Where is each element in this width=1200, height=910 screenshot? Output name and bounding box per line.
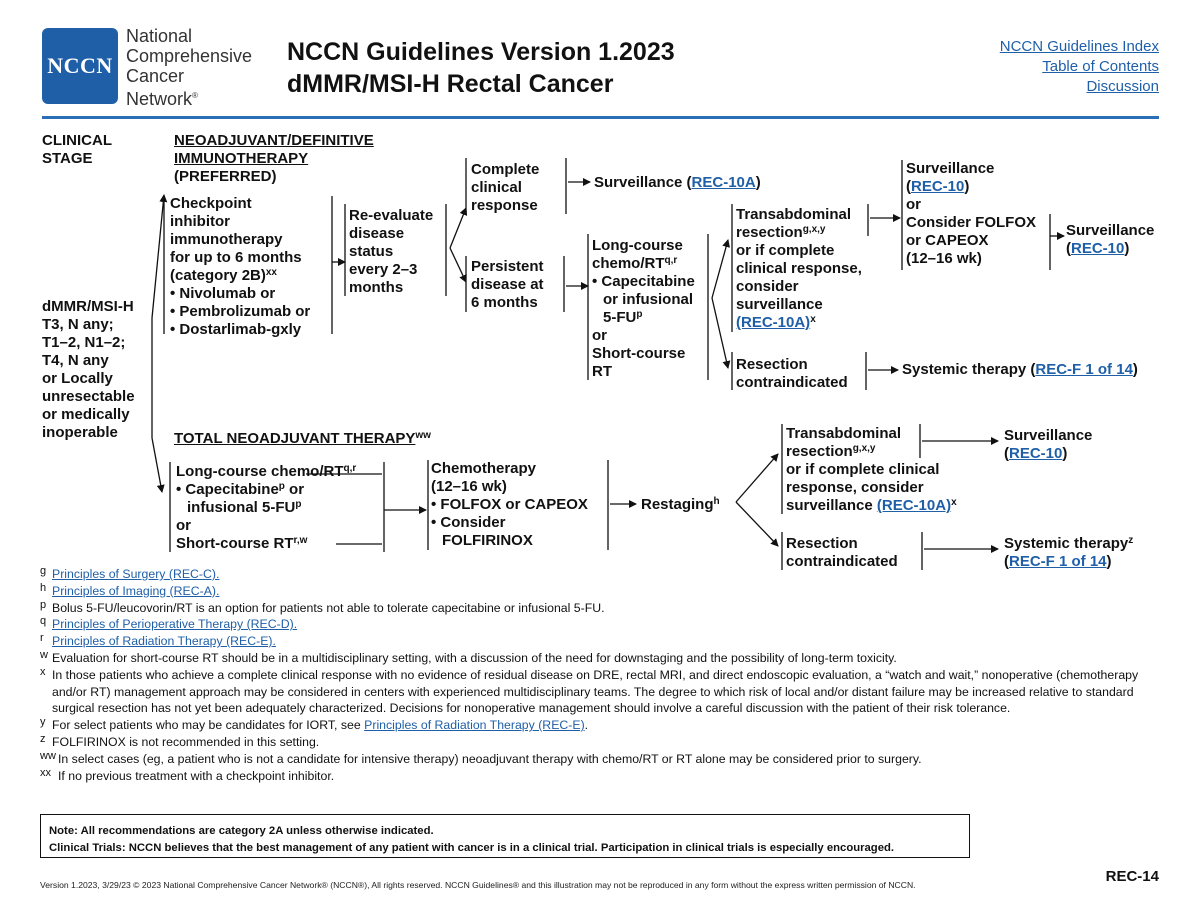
arrow-to-resection-2: [736, 502, 778, 546]
footnote-r: r Principles of Radiation Therapy (REC-E).: [40, 632, 276, 649]
clinical-stage-header: CLINICAL STAGE: [42, 132, 112, 167]
complete-response-box: Complete clinical response: [471, 161, 540, 214]
neoadjuvant-header: NEOADJUVANT/DEFINITIVE IMMUNOTHERAPY (PREFERRED): [174, 132, 374, 185]
recommendations-note: Note: All recommendations are category 2A unless otherwise indicated. Clinical Trials: NCCN believes that the best management of any patient with cancer is in a clinical trial. Participation in clinical trials is especially encouraged.: [40, 814, 970, 858]
guidelines-index-link[interactable]: NCCN Guidelines Index: [999, 38, 1159, 55]
surveillance-3: Surveillance (REC-10): [1004, 427, 1093, 462]
footnote-z: z FOLFIRINOX is not recommended in this setting.: [40, 732, 320, 749]
rec-10-link[interactable]: REC-10: [1071, 240, 1125, 257]
tnt-header: TOTAL NEOADJUVANT $THERAPY^{ww}$: [174, 430, 431, 447]
table-of-contents-link[interactable]: Table of Contents: [1042, 58, 1159, 75]
resection-contraindicated-1: Resection contraindicated: [736, 356, 848, 391]
longcourse-1-box: Long-course chemo/RT$^{q,r}$ • Capecitabine or infusional $5-FU^p$ or Short-course RT: [592, 237, 695, 380]
footnote-x: x In those patients who achieve a complete clinical response with no evidence of residual disease on DRE, rectal MRI, and direct endoscopic evaluation, a “watch and wait,” nonoperative (chemotherapy and/or RT) management approach may be considered in centers with experienced multidisciplinary teams. The degree to which risk of local and/or distant failure may be increased relative to standard surgical resection has not yet been adequately characterized. Decisions for nonoperative management should involve a careful discussion with the patient of their risk tolerance.: [40, 665, 1139, 716]
footnote-y: y For select patients who may be candidates for IORT, see Principles of Radiation Therapy (REC-E).: [40, 716, 589, 733]
logo-mark: NCCN: [47, 53, 113, 78]
arrow-to-transab-2: [736, 454, 778, 502]
discussion-link[interactable]: Discussion: [1086, 78, 1159, 95]
arrow-stage-to-tnt: [152, 438, 162, 492]
longcourse-2-box: Long-course chemo/RT$^{q,r}$ • Capecitabine$^p$ or infusional $5-FU^p$ or Short-course RT$^{r,w}$: [176, 463, 357, 552]
logo-line: Cancer: [126, 66, 185, 86]
footnote-xx: xx If no previous treatment with a checkpoint inhibitor.: [40, 766, 335, 783]
rec-f-link[interactable]: REC-F 1 of 14: [1009, 553, 1107, 570]
rec-10-link[interactable]: REC-10: [1009, 445, 1063, 462]
copyright-footer: Version 1.2023, 3/29/23 © 2023 National Comprehensive Cancer Network® (NCCN®), All rights reserved. NCCN Guidelines® and this illustration may not be reproduced in any form without the express written permission of NCCN.: [40, 880, 916, 890]
arrow-stage-to-checkpoint: [152, 195, 164, 318]
surveillance-2: Surveillance (REC-10): [1066, 222, 1155, 257]
persistent-disease-box: Persistent disease at 6 months: [471, 258, 544, 311]
resection-contraindicated-2: Resection contraindicated: [786, 535, 898, 570]
reevaluate-box: Re-evaluate disease status every 2–3 months: [349, 207, 434, 296]
restaging: Restaging$^h$: [641, 496, 720, 513]
checkpoint-box: Checkpoint inhibitor immunotherapy for up to 6 months (category 2B)$^{xx}$ • Nivolumab or • Pembrolizumab or • Dostarlimab-gxly: [170, 195, 311, 338]
footnote-q: q Principles of Perioperative Therapy (REC-D).: [40, 615, 298, 632]
footnote-p: p Bolus 5-FU/leucovorin/RT is an option for patients not able to tolerate capecitabine or infusional 5-FU.: [40, 598, 605, 615]
page-id: REC-14: [1105, 868, 1159, 885]
footnote-h: h Principles of Imaging (REC-A).: [40, 581, 220, 598]
rec-10a-link[interactable]: (REC-10A): [736, 314, 811, 331]
rec-f-link[interactable]: REC-F 1 of 14: [1035, 361, 1133, 378]
logo-line: Network®: [126, 89, 198, 109]
rec-10a-link[interactable]: (REC-10A): [876, 497, 952, 514]
surveillance-folfox-box: Surveillance (REC-10) or Consider FOLFOX or CAPEOX (12–16 wk): [906, 160, 1037, 267]
transabdominal-2-box: Transabdominal resection$^{g,x,y}$ or if complete clinical response, consider surveillance $(REC-10A)^x$: [786, 425, 957, 514]
logo-line: Comprehensive: [126, 46, 253, 66]
systemic-therapy-1: Systemic therapy (REC-F 1 of 14): [902, 361, 1138, 378]
rec-10-link[interactable]: REC-10: [911, 178, 965, 195]
title-line-2: dMMR/MSI-H Rectal Cancer: [287, 70, 614, 98]
arrow-to-resection-1: [712, 298, 728, 368]
title-line-1: NCCN Guidelines Version 1.2023: [287, 38, 675, 66]
arrow-to-complete: [450, 208, 466, 248]
footnote-w: w Evaluation for short-course RT should be in a multidisciplinary setting, with a discussion of the need for downstaging and the possibility of long-term toxicity.: [40, 648, 897, 665]
chemotherapy-box: Chemotherapy (12–16 wk) • FOLFOX or CAPEOX • Consider FOLFIRINOX: [431, 460, 588, 549]
footnote-g: g Principles of Surgery (REC-C).: [40, 565, 220, 581]
clinical-stage-text: dMMR/MSI-H T3, N any; T1–2, N1–2; T4, N any or Locally unresectable or medically inoperable: [42, 298, 135, 441]
arrow-to-transab-1: [712, 240, 728, 298]
transabdominal-1-box: Transabdominal resection$^{g,x,y}$ or if complete clinical response, consider surveillance $(REC-10A)^x$: [736, 206, 862, 331]
arrow-to-persistent: [450, 248, 466, 282]
footnotes: [40, 566, 1160, 784]
surveillance-1: Surveillance (REC-10A): [594, 174, 761, 191]
logo-line: National: [126, 26, 193, 46]
rec-10a-link[interactable]: REC-10A: [691, 174, 756, 191]
footnote-ww: ww In select cases (eg, a patient who is not a candidate for intensive therapy) neoadjuvant therapy with chemo/RT or RT alone may be considered prior to surgery.: [40, 749, 922, 766]
systemic-therapy-2: Systemic therapy$^z$ (REC-F 1 of 14): [1004, 535, 1134, 570]
